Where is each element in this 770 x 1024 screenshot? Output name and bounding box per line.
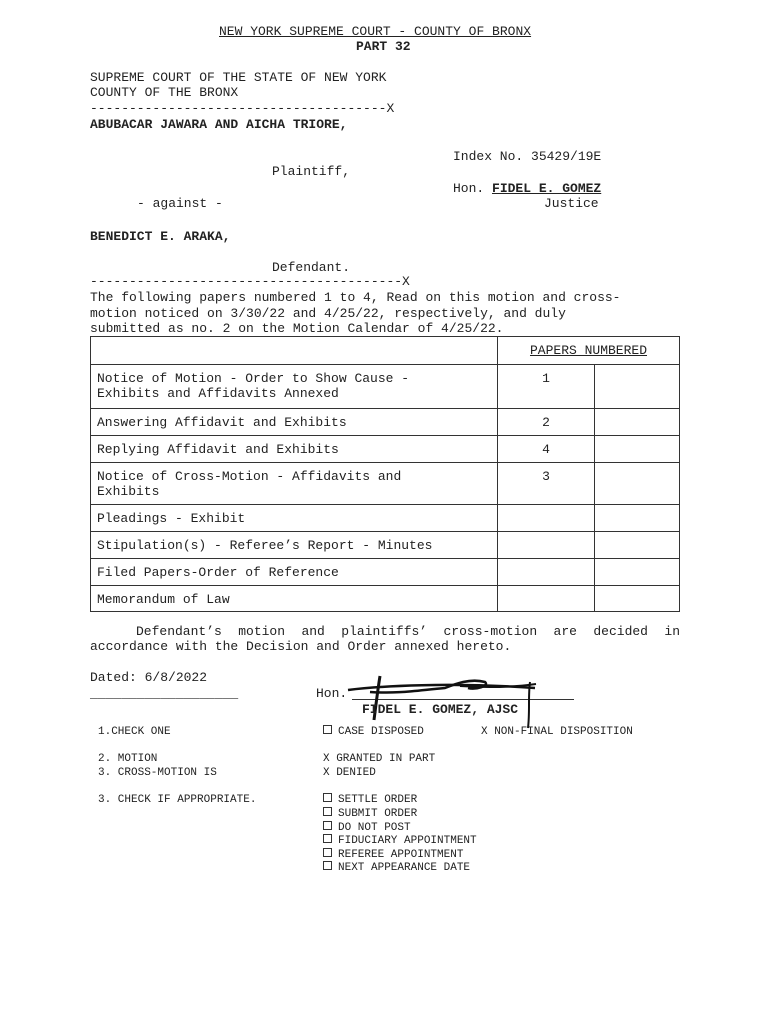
paper-number [498,586,595,612]
referee-appointment-option [323,848,463,862]
papers-table [90,336,680,612]
intro-line-2: motion noticed on 3/30/22 and 4/25/22, respectively, and duly [90,306,566,321]
fiduciary-appointment-option [323,834,477,848]
caption-divider-top: --------------------------------------X [90,101,395,116]
table-header-row [91,337,680,365]
blank-cell [595,532,680,559]
paper-description [91,463,498,505]
table-row [91,559,680,586]
judge-name: FIDEL E. GOMEZ [492,181,602,196]
caption-divider-bottom: ----------------------------------------X [90,274,410,289]
paper-line: Notice of Motion - Order to Show Cause - [97,371,410,386]
cross-motion-label: 3. CROSS-MOTION IS [98,767,217,779]
submit-order-option [323,807,417,821]
paper-number: 4 [498,436,595,463]
checkbox-icon[interactable] [323,793,332,802]
paper-number [498,532,595,559]
papers-numbered-label: PAPERS NUMBERED [529,343,648,358]
decision-line-1: Defendant’s motion and plaintiffs’ cross-motion are decided in [136,624,680,639]
table-row [91,436,680,463]
decision-line-2: accordance with the Decision and Order annexed hereto. [90,639,512,654]
dated-underline: ___________________ [90,686,239,701]
defendant-name: BENEDICT E. ARAKA, [90,229,231,244]
paper-description [91,532,498,559]
paper-line: Stipulation(s) - Referee’s Report - Minutes [97,538,433,553]
against-label: - against - [137,196,223,211]
denied: X DENIED [323,767,376,779]
intro-line-3: submitted as no. 2 on the Motion Calendar of 4/25/22. [90,321,504,336]
justice-label: Justice [544,196,599,211]
blank-cell [595,505,680,532]
case-disposed-option [323,725,424,739]
header-blank-cell [91,337,498,365]
table-row [91,463,680,505]
paper-number [498,559,595,586]
paper-line: Replying Affidavit and Exhibits [97,442,339,457]
court-line-1: SUPREME COURT OF THE STATE OF NEW YORK [90,70,387,85]
checkbox-icon[interactable] [323,861,332,870]
table-row [91,409,680,436]
option-label: NEXT APPEARANCE DATE [338,862,471,874]
paper-line: Exhibits [97,484,160,499]
paper-description [91,505,498,532]
intro-line-1: The following papers numbered 1 to 4, Read on this motion and cross- [90,290,621,305]
option-label: DO NOT POST [338,822,411,834]
court-header: NEW YORK SUPREME COURT - COUNTY OF BRONX [219,24,532,39]
next-appearance-date-option [323,861,470,875]
non-final-disposition: X NON-FINAL DISPOSITION [481,726,633,738]
checkbox-icon[interactable] [323,834,332,843]
paper-description [91,436,498,463]
hon-prefix: Hon. [453,181,493,196]
paper-number: 3 [498,463,595,505]
paper-description [91,586,498,612]
option-label: SETTLE ORDER [338,794,418,806]
part-label: PART 32 [356,39,411,54]
paper-line: Notice of Cross-Motion - Affidavits and [97,469,402,484]
option-label: REFEREE APPOINTMENT [338,849,464,861]
checkbox-icon[interactable] [323,848,332,857]
blank-cell [595,463,680,505]
checkbox-icon[interactable] [323,725,332,734]
index-number: Index No. 35429/19E [453,149,602,164]
blank-cell [595,436,680,463]
paper-line: Filed Papers-Order of Reference [97,565,339,580]
blank-cell [595,409,680,436]
defendant-label: Defendant. [272,260,351,275]
plaintiff-label: Plaintiff, [272,164,351,179]
blank-cell [595,559,680,586]
check-appropriate-label: 3. CHECK IF APPROPRIATE. [98,794,257,806]
motion-label: 2. MOTION [98,753,158,765]
signature-image [340,668,545,732]
paper-line: Memorandum of Law [97,592,230,607]
blank-cell [595,365,680,409]
option-label: FIDUCIARY APPOINTMENT [338,835,477,847]
judge-signature-name: FIDEL E. GOMEZ, AJSC [362,702,519,717]
check-one-label: 1.CHECK ONE [98,726,171,738]
settle-order-option [323,793,417,807]
plaintiffs-name: ABUBACAR JAWARA AND AICHA TRIORE, [90,117,348,132]
paper-description [91,365,498,409]
paper-number [498,505,595,532]
judge-line [453,181,601,196]
papers-numbered-header [498,337,680,365]
paper-description [91,559,498,586]
blank-cell [595,586,680,612]
table-row [91,505,680,532]
table-row [91,532,680,559]
hon-label: Hon. [316,686,348,701]
paper-description [91,409,498,436]
granted-in-part: X GRANTED IN PART [323,753,436,765]
table-row [91,365,680,409]
table-row [91,586,680,612]
paper-line: Exhibits and Affidavits Annexed [97,386,339,401]
case-disposed-label: CASE DISPOSED [338,726,424,738]
paper-number: 1 [498,365,595,409]
paper-line: Pleadings - Exhibit [97,511,246,526]
do-not-post-option [323,821,411,835]
court-line-2: COUNTY OF THE BRONX [90,85,239,100]
checkbox-icon[interactable] [323,807,332,816]
option-label: SUBMIT ORDER [338,808,418,820]
checkbox-icon[interactable] [323,821,332,830]
paper-line: Answering Affidavit and Exhibits [97,415,347,430]
dated-label: Dated: 6/8/2022 [90,670,208,685]
paper-number: 2 [498,409,595,436]
